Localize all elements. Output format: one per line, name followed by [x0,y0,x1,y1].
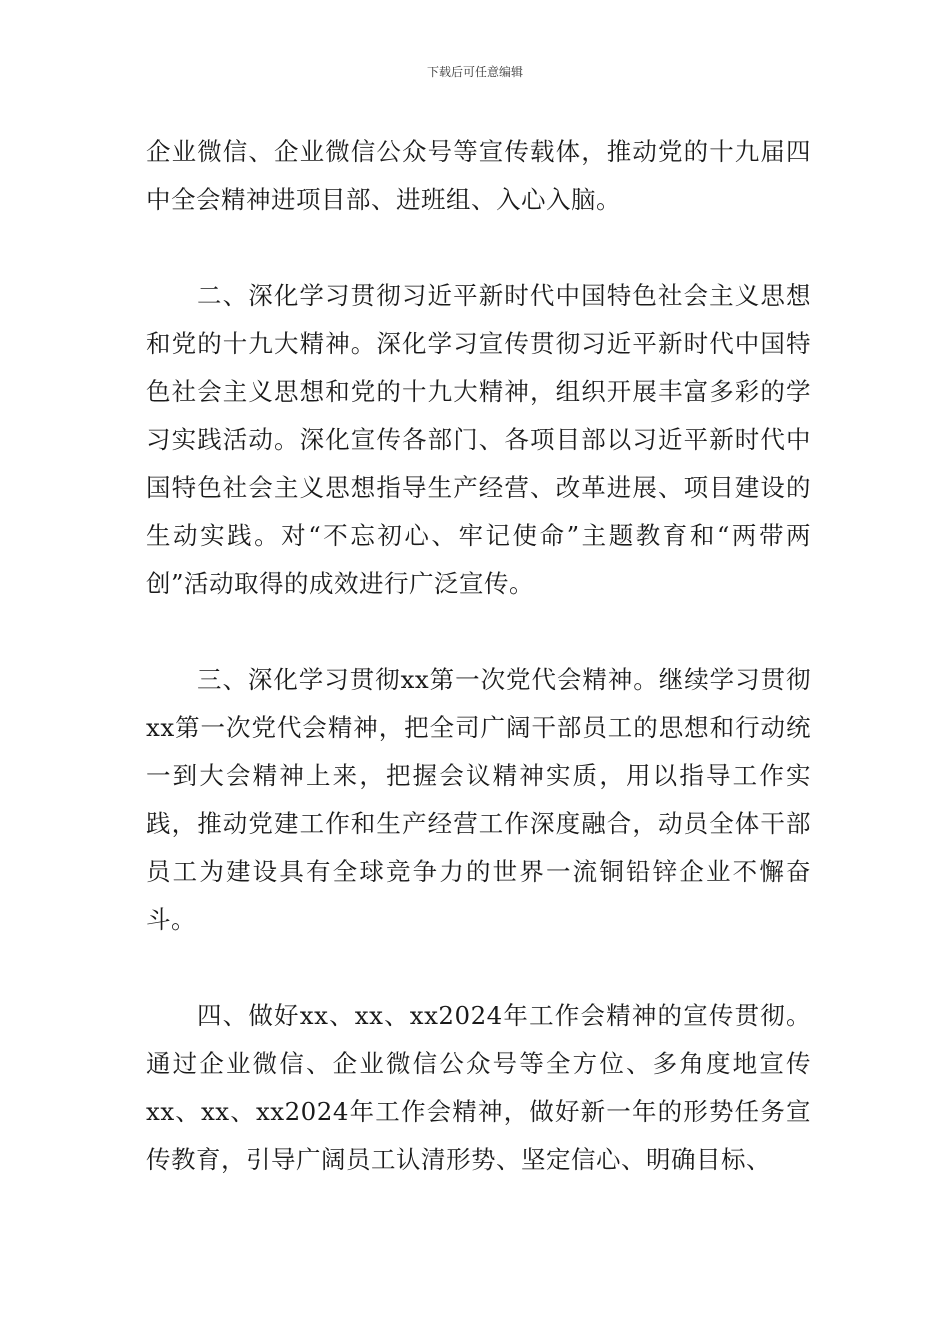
paragraph-continuation: 企业微信、企业微信公众号等宣传载体，推动党的十九届四中全会精神进项目部、进班组、入心入脑。 [146,137,811,214]
paragraph-section-2: 二、深化学习贯彻习近平新时代中国特色社会主义思想和党的十九大精神。深化学习宣传贯彻习近平新时代中国特色社会主义思想和党的十九大精神，组织开展丰富多彩的学习实践活动。深化宣传各部门、各项目部以习近平新时代中国特色社会主义思想指导生产经营、改革进展、项目建设的生动实践。对“不忘初心、牢记使命”主题教育和“两带两创”活动取得的成效进行广泛宣传。 [146,281,811,598]
page-header-note: 下载后可任意编辑 [426,65,523,79]
document-body [146,128,811,1184]
paragraph-section-4: 四、做好xx、xx、xx2024年工作会精神的宣传贯彻。通过企业微信、企业微信公众号等全方位、多角度地宣传xx、xx、xx2024年工作会精神，做好新一年的形势任务宣传教育，引导广阔员工认清形势、坚定信心、明确目标、 [146,1001,811,1174]
paragraph-spacer [146,944,811,992]
paragraph-section-3: 三、深化学习贯彻xx第一次党代会精神。继续学习贯彻xx第一次党代会精神，把全司广阔干部员工的思想和行动统一到大会精神上来，把握会议精神实质，用以指导工作实践，推动党建工作和生产经营工作深度融合，动员全体干部员工为建设具有全球竞争力的世界一流铜铅锌企业不懈奋斗。 [146,665,811,934]
paragraph-spacer [146,224,811,272]
paragraph-spacer [146,608,811,656]
